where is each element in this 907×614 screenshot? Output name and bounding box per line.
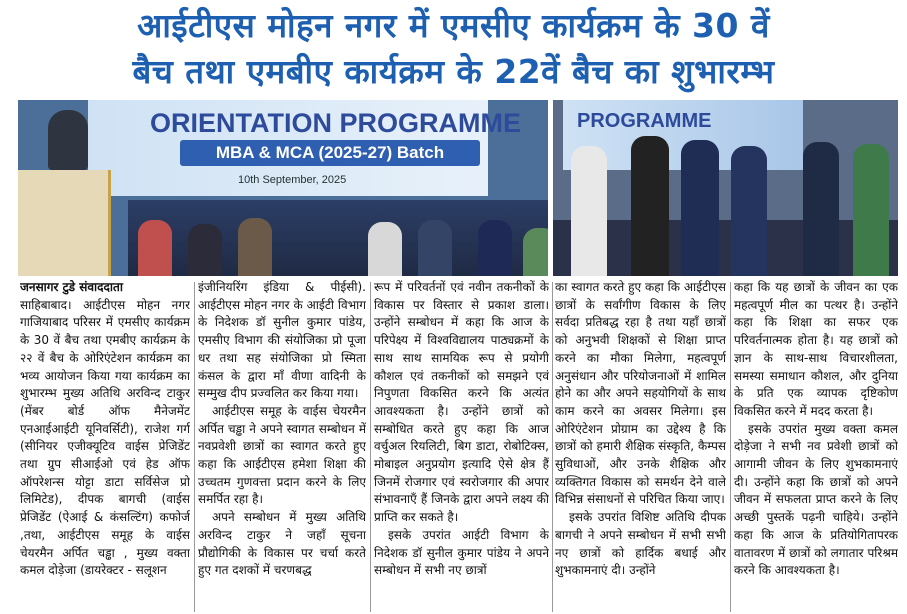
podium <box>18 170 111 276</box>
article-column-2 <box>198 279 366 614</box>
byline: जनसागर टुडे संवाददाता <box>20 280 123 294</box>
article-column-1 <box>20 279 190 614</box>
column-divider <box>370 282 371 612</box>
paragraph: रूप में परिवर्तनों एवं नवीन तकनीकों के विकास पर विस्तार से प्रकाश डाला। उन्होंने सम्बोधन में कहा कि आज के परिपेक्ष्य में विश्वविद्यालय पाठ्यक्रमों के साथ साथ सामयिक रूप से प्रयोगी कौशल एवं तकनीकों को समझने एवं निपुणता विकसित करने कि अत्यंत आवश्यकता है। उन्होंने छात्रों को सम्बोधित करते हुए कहा कि आज वर्चुअल रियलिटी, बिग डाटा, रोबोटिक्स, मोबाइल अनुप्रयोग इत्यादि ऐसे क्षेत्र हैं जिनमें रोजगार एवं स्वरोजगार की अपार संभावनाएँ हैं जिनके द्वारा अपने लक्ष्य की प्राप्ति कर सकते है। <box>374 280 549 525</box>
headline-line-2: बैच तथा एमबीए कार्यक्रम के 22वें बैच का शुभारम्भ <box>132 52 775 91</box>
banner-date: 10th September, 2025 <box>238 174 347 186</box>
photo-felicitation <box>553 100 898 276</box>
photo-banner <box>88 100 521 196</box>
paragraph: आईटीएस समूह के वाईस चेयरमैन अर्पित चड्ढा ने अपने स्वागत सम्बोधन में नवप्रवेशी छात्रों का स्वागत करते हुए कहा कि आईटीएस हमेशा शिक्षा की उच्चतम गुणवत्ता प्रदान करने के लिए समर्पित रहा है। <box>198 403 366 507</box>
paragraph: कहा कि यह छात्रों के जीवन का एक महत्वपूर्ण मील का पत्थर है। उन्होंने कहा कि शिक्षा का सफर एक परिवर्तनात्मक होता है। यह छात्रों को ज्ञान के साथ-साथ विचारशीलता, समस्या समाधान कौशल, और दुनिया के प्रति एक व्यापक दृष्टिकोण विकसित करने में मदद करता है। <box>734 280 898 418</box>
speaker-figure <box>48 110 88 170</box>
paragraph: अपने सम्बोधन में मुख्य अतिथि अरविन्द टाकुर ने जहाँ सूचना प्रौद्योगिकी के विकास पर चर्चा करते हुए गत दशकों में चरणबद्ध <box>198 510 366 578</box>
paragraph: इसके उपरांत विशिष्ट अतिथि दीपक बागची ने अपने सम्बोधन में सभी सभी नए छात्रों को हार्दिक बधाई और शुभकामनाएं दी। उन्होंने <box>555 510 726 578</box>
article-column-4 <box>555 279 726 614</box>
paragraph: इसके उपरांत मुख्य वक्ता कमल दोड़ेजा ने सभी नव प्रवेशी छात्रों को आगामी जीवन के लिए शुभकामनाएं दी। उन्होंने कहा कि छात्रों को अपने जीवन में सफलता प्राप्त करने के लिए अच्छी पुस्तकें पढ़नी चाहिये। उन्होंने कहा कि आज के प्रतियोगितापरक वातावरण में छात्रों को लगातार परिश्रम करने कि आवश्यकता है। <box>734 421 898 578</box>
headline <box>0 0 907 100</box>
paragraph: इसके उपरांत आईटी विभाग के निदेशक डॉ सुनील कुमार पांडेय ने अपने सम्बोधन में सभी नए छात्रों <box>374 527 549 578</box>
article-column-5 <box>734 279 898 614</box>
photo2-banner-text: PROGRAMME <box>577 110 712 132</box>
headline-line-1: आईटीएस मोहन नगर में एमसीए कार्यक्रम के 30 वें <box>137 6 770 45</box>
column-divider <box>552 282 553 612</box>
article-column-3 <box>374 279 549 614</box>
column-divider <box>730 282 731 612</box>
paragraph: इंजीनियरिंग इंडिया & पीईसी). आईटीएस मोहन नगर के आईटी विभाग के निदेशक डॉ सुनील कुमार पांडेय, एमसीए विभाग की संयोजिका प्रो पूजा धर तथा सह संयोजिका प्रो स्मिता कंसल के द्वारा माँ वीणा वादिनी के सम्मुख दीप प्रज्वलित कर किया गया। <box>198 280 366 401</box>
photo-orientation-stage <box>18 100 548 276</box>
paragraph: साहिबाबाद। आईटीएस मोहन नगर गाजियाबाद परिसर में एमसीए कार्यक्रम के 30 वें बैच तथा एमबीए कार्यक्रम के २२ वें बैच के ओरिएंटेशन कार्यक्रम का भव्य आयोजन किया गया कार्यक्रम का शुभारम्भ मुख्य अतिथि अरविन्द टाकुर (मेंबर बोर्ड ऑफ मैनेजमेंट एनआईआईटी यूनिवर्सिटी), राजेश गर्ग (सीनियर एजीक्यूटिव वाईस प्रेजिडेंट तथा ग्रुप सीआईओ एवं हेड ऑफ ऑपरेशन्स योट्टा डाटा सर्विसेज प्रो लिमिटेड), दीपक बागची (वाईस प्रेजिडेंट (ऐआई & कंसल्टिंग) कफोर्ज ,तथा, आईटीएस समूह के वाईस चेयरमैन अर्पित चड्ढा , मुख्य वक्ता कमल दोड़ेजा (डायरेक्टर - सलूशन <box>20 297 190 578</box>
dignitaries-row <box>128 200 548 276</box>
column-divider <box>194 282 195 612</box>
banner-subtitle: MBA & MCA (2025-27) Batch <box>180 140 480 166</box>
banner-title: ORIENTATION PROGRAMME <box>150 108 521 138</box>
paragraph: का स्वागत करते हुए कहा कि आईटीएस छात्रों के सर्वांगीण विकास के लिए सर्वदा प्रतिबद्ध रहा है तथा यहाँ छात्रों को अनुभवी शिक्षकों से शिक्षा प्राप्त करने का मौका मिलेगा, महत्वपूर्ण अनुसंधान और परियोजनाओं में शामिल होने का और अपने सहयोगियों के साथ काम करने का अवसर मिलेगा। इस ओरिएंटेशन प्रोग्राम का उद्देश्य है कि छात्रों को हमारी शैक्षिक संस्कृति, कैम्पस सुविधाओं, और उनके शैक्षिक और व्यक्तिगत विकास को समर्थन देने वाले विभिन्न संसाधनों से परिचित किया जाए। <box>555 280 726 507</box>
